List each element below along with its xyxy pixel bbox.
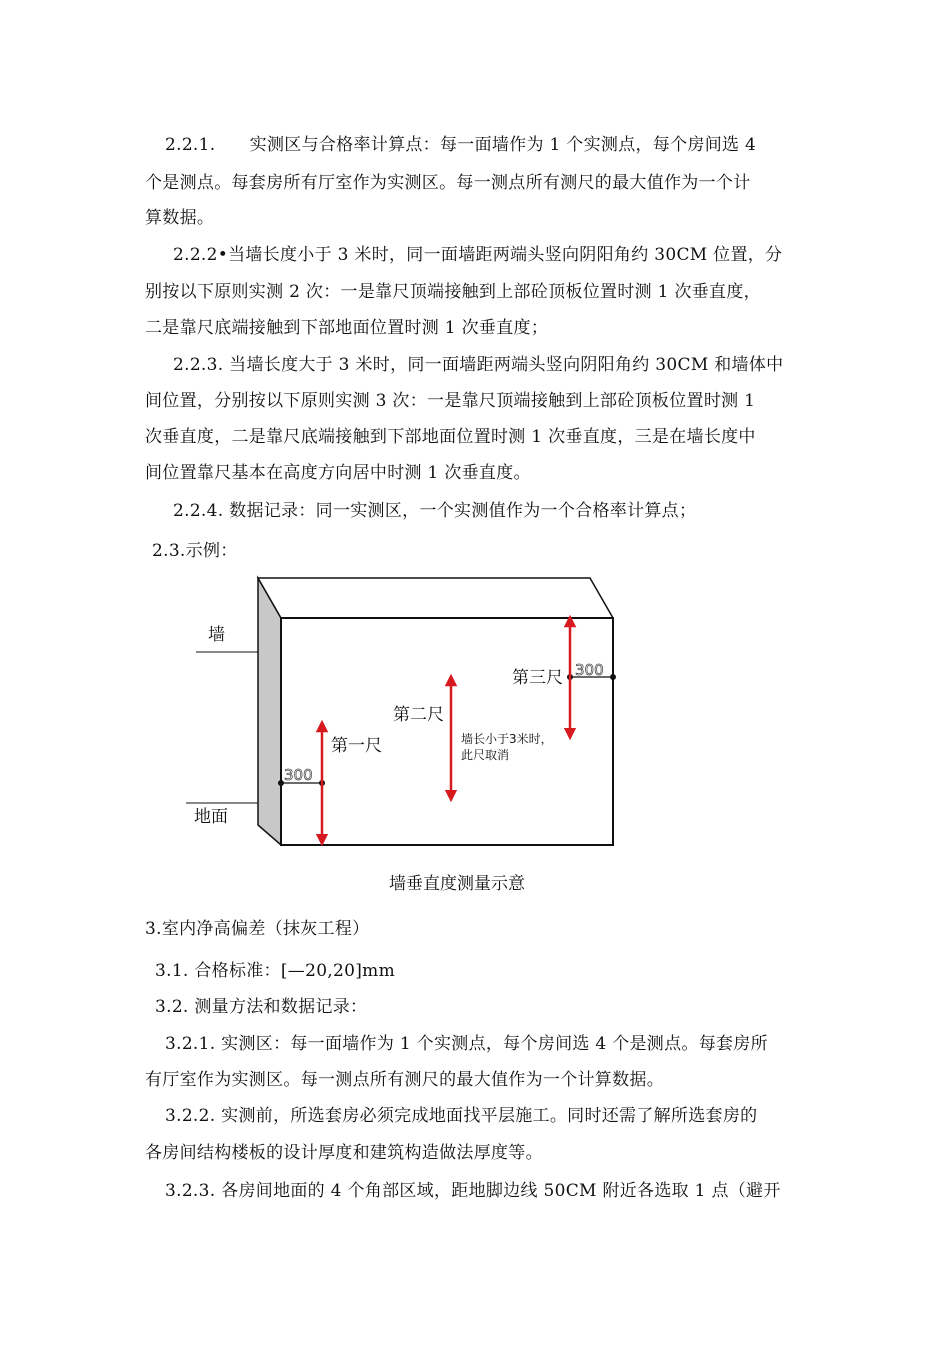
label-second-ruler: 第二尺 <box>393 705 444 725</box>
para-2-2-2-line-1: 2.2.2•当墙长度小于 3 米时，同一面墙距两端头竖向阴阳角约 30CM 位置，分 <box>173 245 783 265</box>
para-2-2-3-line-1: 2.2.3. 当墙长度大于 3 米时，同一面墙距两端头竖向阴阳角约 30CM 和墙体中 <box>173 355 784 375</box>
para-3-2-1-line-1: 3.2.1. 实测区：每一面墙作为 1 个实测点，每个房间选 4 个是测点。每套房所 <box>165 1034 768 1054</box>
para-3-2-2-line-2: 各房间结构楼板的设计厚度和建筑构造做法厚度等。 <box>145 1143 543 1163</box>
para-2-2-1-line-2: 个是测点。每套房所有厅室作为实测区。每一测点所有测尺的最大值作为一个计 <box>145 173 751 193</box>
dim-300-right-label: 300 <box>575 661 604 679</box>
para-2-2-2-line-3: 二是靠尺底端接触到下部地面位置时测 1 次垂直度； <box>145 318 549 338</box>
section-3-1: 3.1. 合格标准：[—20,20]mm <box>155 961 396 981</box>
para-2-2-3-line-3: 次垂直度，二是靠尺底端接触到下部地面位置时测 1 次垂直度，三是在墙长度中 <box>145 427 756 447</box>
para-2-2-2-line-2: 别按以下原则实测 2 次：一是靠尺顶端接触到上部砼顶板位置时测 1 次垂直度， <box>145 282 761 302</box>
figure-caption: 墙垂直度测量示意 <box>389 874 525 894</box>
para-3-2-3-line-1: 3.2.3. 各房间地面的 4 个角部区域，距地脚边线 50CM 附近各选取 1 点（避开 <box>165 1181 781 1201</box>
para-2-2-1-line-1: 2.2.1. 实测区与合格率计算点：每一面墙作为 1 个实测点，每个房间选 4 <box>165 135 757 155</box>
para-3-2-1-line-2: 有厅室作为实测区。每一测点所有测尺的最大值作为一个计算数据。 <box>145 1070 664 1090</box>
para-3-2-2-line-1: 3.2.2. 实测前，所选套房必须完成地面找平层施工。同时还需了解所选套房的 <box>165 1106 758 1126</box>
note-line-2: 此尺取消 <box>461 748 510 762</box>
label-third-ruler: 第三尺 <box>512 668 563 688</box>
label-first-ruler: 第一尺 <box>331 736 382 756</box>
section-3-heading: 3.室内净高偏差（抹灰工程） <box>145 919 370 939</box>
para-2-2-4: 2.2.4. 数据记录：同一实测区，一个实测值作为一个合格率计算点； <box>173 501 697 521</box>
wall-side-face <box>258 578 281 845</box>
section-3-2: 3.2. 测量方法和数据记录： <box>155 997 368 1017</box>
example-heading: 2.3.示例： <box>152 541 238 561</box>
wall-top-face <box>258 578 613 618</box>
para-2-2-1-line-3: 算数据。 <box>145 208 215 228</box>
label-floor: 地面 <box>194 807 228 827</box>
para-2-2-3-line-4: 间位置靠尺基本在高度方向居中时测 1 次垂直度。 <box>145 463 531 483</box>
para-2-2-3-line-2: 间位置，分别按以下原则实测 3 次：一是靠尺顶端接触到上部砼顶板位置时测 1 <box>145 391 756 411</box>
dim-300-left-label: 300 <box>284 766 313 784</box>
note-line-1: 墙长小于3米时， <box>461 732 553 746</box>
label-wall: 墙 <box>208 625 225 645</box>
wall-front-face <box>281 618 613 845</box>
dim-300-right-dot-b <box>610 674 616 680</box>
